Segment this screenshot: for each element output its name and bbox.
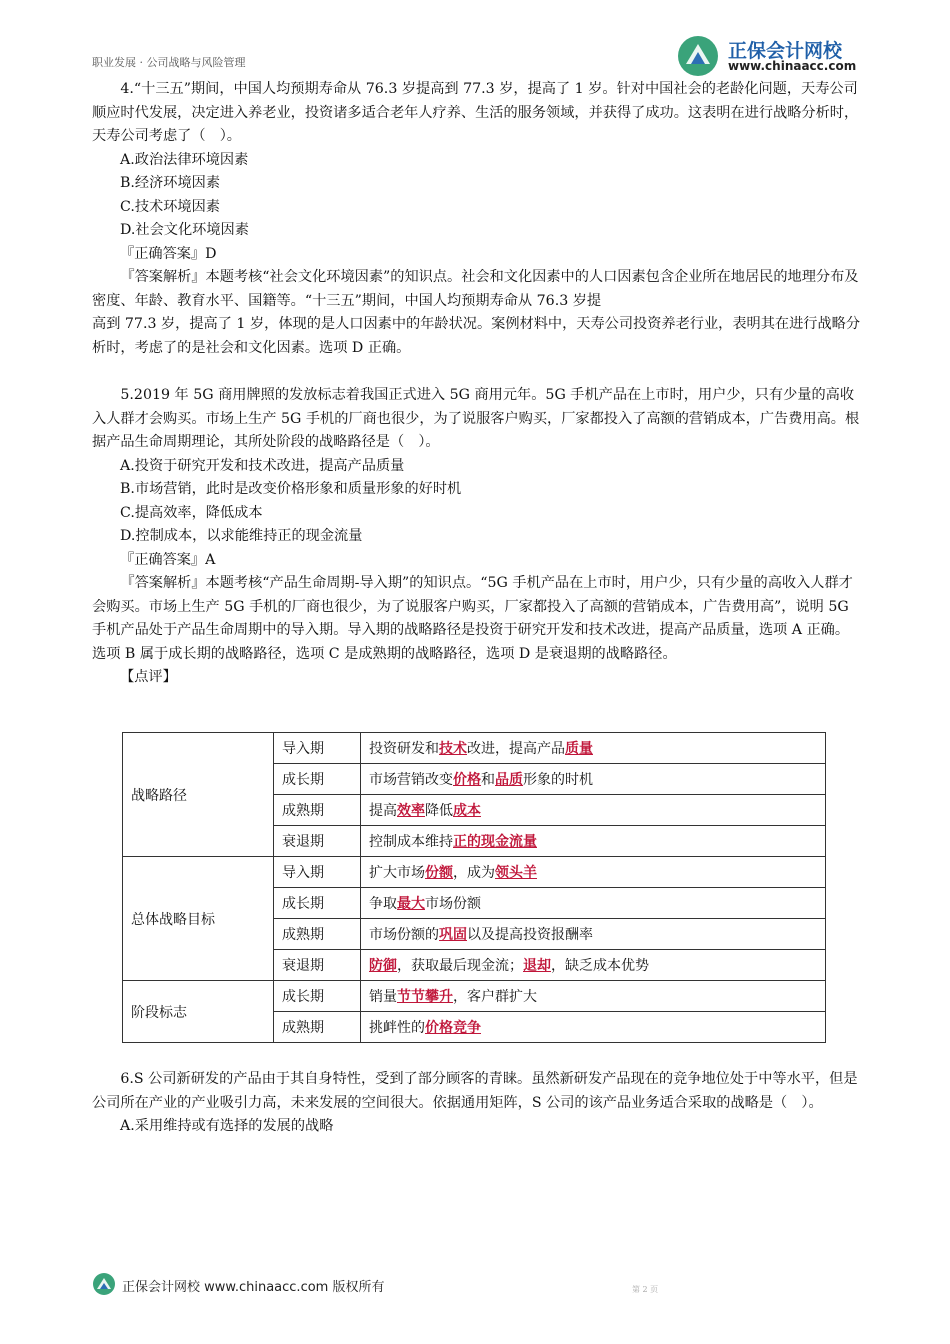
review-stage: 成熟期: [274, 919, 361, 950]
logo-icon: [676, 34, 720, 78]
table-row: [123, 857, 826, 888]
review-description: [361, 857, 826, 888]
description-text: 投资研发和: [369, 741, 439, 757]
q6-option-a: A.采用维持或有选择的发展的战略: [120, 1118, 334, 1134]
description-text: 控制成本维持: [369, 834, 453, 850]
review-title: 【点评】: [120, 669, 177, 685]
review-description: [361, 888, 826, 919]
q5-option-c: C.提高效率，降低成本: [120, 504, 263, 521]
question-4-stem: 4.“十三五”期间，中国人均预期寿命从 76.3 岁提高到 77.3 岁，提高了 1 岁。针对中国社会的老龄化问题，天寿公司顺应时代发展，决定进入养老业，投资诸多适合老年人疗养、生活的服务领域，并获得了成功。这表明在进行战略分析时，天寿公司考虑了（ ）。: [92, 81, 859, 144]
keyword-highlight: 防御: [369, 958, 397, 974]
description-text: 以及提高投资报酬率: [467, 927, 593, 943]
review-stage: 成长期: [274, 981, 361, 1012]
question-5-stem: 5.2019 年 5G 商用牌照的发放标志着我国正式进入 5G 商用元年。5G 手机产品在上市时，用户少，只有少量的高收入人群才会购买。市场上生产 5G 手机的厂商也很少，为了说服客户购买，厂家都投入了高额的营销成本，广告费用高。根据产品生命周期理论，其所处阶段的战略路径是（ ）。: [92, 387, 860, 450]
q4-option-a: A.政治法律环境因素: [120, 151, 249, 168]
review-category: 阶段标志: [123, 981, 274, 1043]
review-description: [361, 795, 826, 826]
description-text: 争取: [369, 896, 397, 912]
review-stage: 成熟期: [274, 795, 361, 826]
review-stage: 导入期: [274, 733, 361, 764]
keyword-highlight: 正的现金流量: [453, 834, 537, 850]
q5-option-b: B.市场营销，此时是改变价格形象和质量形象的好时机: [120, 481, 462, 497]
keyword-highlight: 最大: [397, 896, 425, 912]
description-text: ，客户群扩大: [453, 989, 537, 1005]
review-stage: 衰退期: [274, 826, 361, 857]
keyword-highlight: 价格竞争: [425, 1020, 481, 1036]
running-header: 职业发展 · 公司战略与风险管理: [92, 56, 246, 68]
description-text: 形象的时机: [523, 772, 593, 788]
review-description: [361, 919, 826, 950]
review-description: [361, 1012, 826, 1043]
description-text: 销量: [369, 989, 397, 1005]
description-text: 挑衅性的: [369, 1020, 425, 1036]
review-stage: 成长期: [274, 764, 361, 795]
review-description: [361, 981, 826, 1012]
description-text: ，获取最后现金流；: [397, 958, 523, 974]
q4-analysis-continued: 高到 77.3 岁，提高了 1 岁，体现的是人口因素中的年龄状况。案例材料中，天寿公司投资养老行业，表明其在进行战略分析时，考虑了的是社会和文化因素。选项 D 正确。: [92, 316, 861, 356]
footer: [92, 1272, 492, 1298]
q5-option-d: D.控制成本，以求能维持正的现金流量: [120, 528, 363, 544]
keyword-highlight: 份额: [425, 865, 453, 881]
review-description: [361, 764, 826, 795]
logo-url: www.chinaacc.com: [728, 59, 857, 73]
description-text: ，缺乏成本优势: [551, 958, 649, 974]
q4-analysis: 『答案解析』本题考核“社会文化环境因素”的知识点。社会和文化因素中的人口因素包含企业所在地居民的地理分布及密度、年龄、教育水平、国籍等。“十三五”期间，中国人均预期寿命从 76.3 岁提: [92, 269, 859, 309]
review-stage: 衰退期: [274, 950, 361, 981]
keyword-highlight: 巩固: [439, 927, 467, 943]
page-number: 第 2 页: [632, 1285, 659, 1294]
description-text: 提高: [369, 803, 397, 819]
review-description: [361, 950, 826, 981]
description-text: 市场份额的: [369, 927, 439, 943]
description-text: 市场份额: [425, 896, 481, 912]
q4-answer: 『正确答案』D: [120, 245, 217, 262]
review-description: [361, 826, 826, 857]
keyword-highlight: 质量: [565, 741, 593, 757]
keyword-highlight: 节节攀升: [397, 989, 453, 1005]
description-text: ，成为: [453, 865, 495, 881]
keyword-highlight: 价格: [453, 772, 481, 788]
q4-option-c: C.技术环境因素: [120, 198, 220, 215]
q4-option-d: D.社会文化环境因素: [120, 222, 249, 238]
review-table: [122, 732, 826, 1043]
keyword-highlight: 技术: [439, 741, 467, 757]
description-text: 市场营销改变: [369, 772, 453, 788]
review-stage: 成熟期: [274, 1012, 361, 1043]
q5-analysis: 『答案解析』本题考核“产品生命周期-导入期”的知识点。“5G 手机产品在上市时，用户少，只有少量的高收入人群才会购买。市场上生产 5G 手机的厂商也很少，为了说服客户购买，厂家都投入了高额的营销成本，广告费用高”，说明 5G 手机产品处于产品生命周期中的导入期。导入期的战略路径是投资于研究开发和技术改进，提高产品质量，选项 A 正确。选项 B 属于成长期的战略路径，选项 C 是成熟期的战略路径，选项 D 是衰退期的战略路径。: [92, 575, 853, 662]
logo[interactable]: [676, 34, 876, 78]
footer-logo-icon: [92, 1272, 116, 1296]
document-body: [92, 78, 862, 690]
review-category: 总体战略目标: [123, 857, 274, 981]
review-stage: 导入期: [274, 857, 361, 888]
review-category: 战略路径: [123, 733, 274, 857]
question-6-stem: 6.S 公司新研发的产品由于其自身特性，受到了部分顾客的青睐。虽然新研发产品现在的竞争地位处于中等水平，但是公司所在产业的产业吸引力高，未来发展的空间很大。依据通用矩阵，S 公司的该产品业务适合采取的战略是（ ）。: [92, 1071, 858, 1111]
keyword-highlight: 成本: [453, 803, 481, 819]
keyword-highlight: 品质: [495, 772, 523, 788]
review-description: [361, 733, 826, 764]
q4-option-b: B.经济环境因素: [120, 175, 221, 191]
q5-answer: 『正确答案』A: [120, 551, 216, 568]
table-row: [123, 733, 826, 764]
table-row: [123, 981, 826, 1012]
review-stage: 成长期: [274, 888, 361, 919]
logo-name: 正保会计网校: [728, 40, 843, 62]
q5-option-a: A.投资于研究开发和技术改进，提高产品质量: [120, 457, 405, 474]
keyword-highlight: 退却: [523, 958, 551, 974]
description-text: 和: [481, 772, 495, 788]
description-text: 改进，提高产品: [467, 741, 565, 757]
document-body-q6: [92, 1068, 862, 1139]
description-text: 降低: [425, 803, 453, 819]
keyword-highlight: 领头羊: [495, 865, 537, 881]
keyword-highlight: 效率: [397, 803, 425, 819]
description-text: 扩大市场: [369, 865, 425, 881]
footer-copyright: 正保会计网校 www.chinaacc.com 版权所有: [122, 1280, 385, 1295]
